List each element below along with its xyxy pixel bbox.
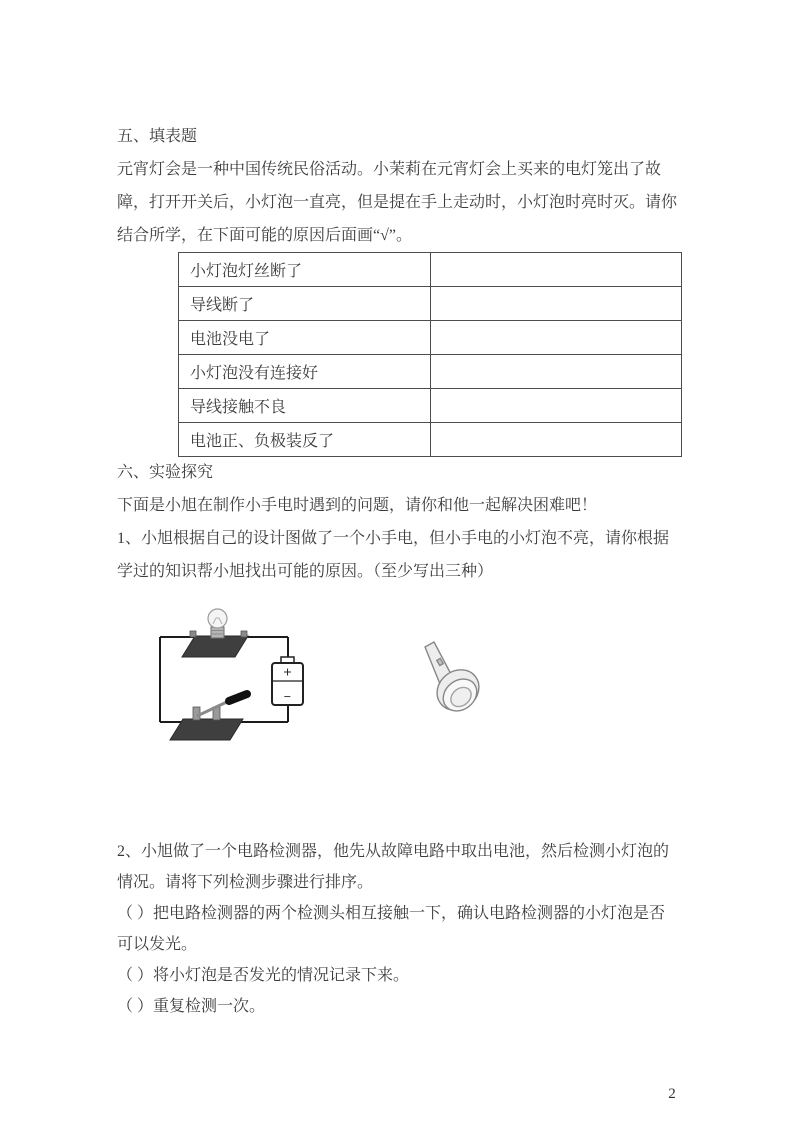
circuit-diagram-image [143,607,319,757]
table-row [179,355,682,389]
question-2-line-2: 情况。请将下列检测步骤进行排序。 [117,874,374,891]
battery-minus-symbol: − [283,689,292,704]
switch-icon [170,694,247,740]
step-item-2: （ ）将小灯泡是否发光的情况记录下来。 [117,967,410,984]
step-item-3: （ ）重复检测一次。 [117,998,266,1015]
question-2-block [117,836,683,1022]
flashlight-image [421,640,483,715]
table-row [179,423,682,457]
cause-cell: 导线断了 [179,287,431,321]
question-2-line-1: 2、小旭做了一个电路检测器，他先从故障电路中取出电池，然后检测小灯泡的 [117,843,670,860]
table-row [179,321,682,355]
cause-cell: 小灯泡没有连接好 [179,355,431,389]
answer-cell [431,423,682,457]
battery-icon [272,657,303,705]
table-row [179,287,682,321]
causes-table [178,252,682,457]
section-6-heading: 六、实验探究 [117,464,214,481]
section-6-block [117,456,683,588]
cause-cell: 电池正、负极装反了 [179,423,431,457]
cause-cell: 导线接触不良 [179,389,431,423]
section-5-block [117,120,683,252]
answer-cell [431,287,682,321]
answer-cell [431,389,682,423]
intro-line-2: 障，打开开关后，小灯泡一直亮，但是提在手上走动时，小灯泡时亮时灭。请你 [117,194,678,211]
page-number: 2 [668,1086,676,1102]
cause-cell: 小灯泡灯丝断了 [179,253,431,287]
intro-line-3: 结合所学，在下面可能的原因后面画“√”。 [117,227,412,244]
section-5-heading: 五、填表题 [117,128,198,145]
section-6-intro: 下面是小旭在制作小手电时遇到的问题，请你和他一起解决困难吧！ [117,497,598,514]
light-bulb-icon [208,609,227,638]
question-1-line-2: 学过的知识帮小旭找出可能的原因。（至少写出三种） [117,563,494,580]
answer-cell [431,355,682,389]
answer-cell [431,253,682,287]
table-row [179,253,682,287]
answer-cell [431,321,682,355]
battery-plus-symbol: + [283,665,292,681]
step-item-1-line-2: 可以发光。 [117,936,198,953]
intro-line-1: 元宵灯会是一种中国传统民俗活动。小茉莉在元宵灯会上买来的电灯笼出了故 [117,161,662,178]
question-1-line-1: 1、小旭根据自己的设计图做了一个小手电，但小手电的小灯泡不亮，请你根据 [117,530,670,547]
step-item-1-line-1: （ ）把电路检测器的两个检测头相互接触一下，确认电路检测器的小灯泡是否 [117,905,666,922]
table-row [179,389,682,423]
cause-cell: 电池没电了 [179,321,431,355]
